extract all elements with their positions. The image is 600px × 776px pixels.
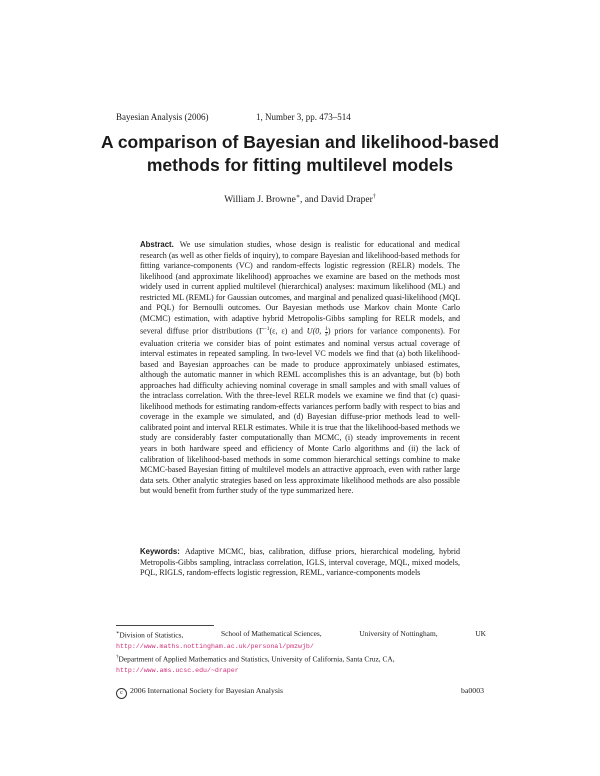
fraction-numerator: 1 bbox=[325, 325, 328, 332]
uniform-prior: U(0, bbox=[306, 327, 326, 337]
abstract-text-1: We use simulation studies, whose design is realistic for educational and medical research (as well as other fields of inquiry), to compare Bayesian and likelihood-based methods for fitting variance-components (VC) and random-effects logistic regression (RELR) models. The likelihood (and approximate likelihood) approaches we examine are based on the methods most widely used in current applied multilevel (hierarchical) analyses: maximum likelihood (ML) and restricted ML (REML) for Gaussian outcomes, and marginal and penalized quasi-likelihood (MQL and PQL) for Bernoulli outcomes. Our Bayesian methods use Markov chain Monte Carlo (MCMC) estimation, with adaptive hybrid Metropolis-Gibbs sampling for RELR models, and several diffuse prior distributions (Γ bbox=[140, 240, 460, 337]
gamma-exponent: −1 bbox=[263, 326, 270, 333]
footnote-2-text: Department of Applied Mathematics and Statistics, University of California, Santa Cruz, CA, bbox=[118, 654, 395, 664]
footnote-rule bbox=[116, 625, 214, 626]
title-line-2: methods for fitting multilevel models bbox=[146, 155, 454, 175]
keywords bbox=[140, 547, 460, 579]
author-browne: William J. Browne bbox=[224, 195, 296, 206]
footnote-1-text-a: Division of Statistics, bbox=[119, 630, 184, 640]
footnote-2-url-link[interactable]: http://www.ams.ucsc.edu/~draper bbox=[116, 666, 239, 674]
footnote-2-mark: † bbox=[116, 654, 119, 660]
footnote-1-text-d: UK bbox=[475, 629, 486, 638]
footnote-1-text-b: School of Mathematical Sciences, bbox=[221, 629, 322, 638]
footnote-2 bbox=[116, 653, 486, 665]
abstract-text-2: ) priors for variance components). For evaluation criteria we consider bias of point estimates and nominal versus actual coverage of interval estimates in repeated sampling. In two-level VC models we find that (a) both likelihood-based and Bayesian approaches can be made to produce approximately unbiased estimates, although the automatic manner in which REML accomplishes this is an advantage, but (b) both approaches had difficulty achieving nominal coverage in small samples and with small values of the intraclass correlation. With the three-level RELR models we examine we find that (c) quasi-likelihood methods for estimating random-effects variances perform badly with respect to bias and coverage in the example we simulated, and (d) Bayesian diffuse-prior methods lead to well-calibrated point and interval RELR estimates. While it is true that the likelihood-based methods we study are considerably faster computationally than MCMC, (i) steady improvements in recent years in both hardware speed and efficiency of Monte Carlo algorithms and (ii) the lack of calibration of likelihood-based methods in some common hierarchical settings combine to make MCMC-based Bayesian fitting of multilevel models an attractive approach, even with rather large data sets. Other analytic strategies based on less approximate likelihood methods are also possible but would benefit from further study of the type summarized here. bbox=[140, 327, 460, 496]
abstract-label: Abstract. bbox=[140, 240, 174, 249]
footnotes bbox=[116, 629, 486, 676]
footnote-1-mark: ∗ bbox=[116, 631, 120, 636]
author-draper-footnote-mark: † bbox=[372, 194, 376, 200]
paper-title bbox=[100, 131, 500, 177]
footnote-1-url-link[interactable]: http://www.maths.nottingham.ac.uk/personal/pmzwjb/ bbox=[116, 643, 314, 651]
footnote-1-text-c: University of Nottingham, bbox=[359, 629, 438, 638]
running-head bbox=[116, 112, 484, 122]
keywords-text: Adaptive MCMC, bias, calibration, diffuse priors, hierarchical modeling, hybrid Metropolis-Gibbs sampling, intraclass correlation, IGLS, interval coverage, MQL, mixed models, PQL, RIGLS, random-effects logistic regression, REML, variance-components models bbox=[140, 547, 460, 578]
copyright-text: 2006 International Society for Bayesian Analysis bbox=[130, 686, 284, 695]
copyright-icon: c bbox=[116, 688, 127, 699]
copyright-line bbox=[116, 686, 484, 699]
volume-pages: 1, Number 3, pp. 473–514 bbox=[256, 112, 351, 122]
journal-name: Bayesian Analysis (2006) bbox=[116, 112, 209, 122]
footnote-1 bbox=[116, 629, 486, 641]
author-browne-footnote-mark: ∗ bbox=[295, 194, 300, 200]
fraction-denominator: ε bbox=[325, 332, 328, 339]
author-list bbox=[100, 193, 500, 205]
title-line-1: A comparison of Bayesian and likelihood-based bbox=[100, 132, 500, 152]
author-draper: David Draper bbox=[320, 195, 373, 206]
keywords-label: Keywords: bbox=[140, 547, 180, 556]
author-connector: , and bbox=[299, 195, 321, 206]
abstract bbox=[140, 240, 460, 497]
article-code: ba0003 bbox=[461, 686, 484, 695]
gamma-args: (ε, ε) and bbox=[269, 327, 307, 337]
